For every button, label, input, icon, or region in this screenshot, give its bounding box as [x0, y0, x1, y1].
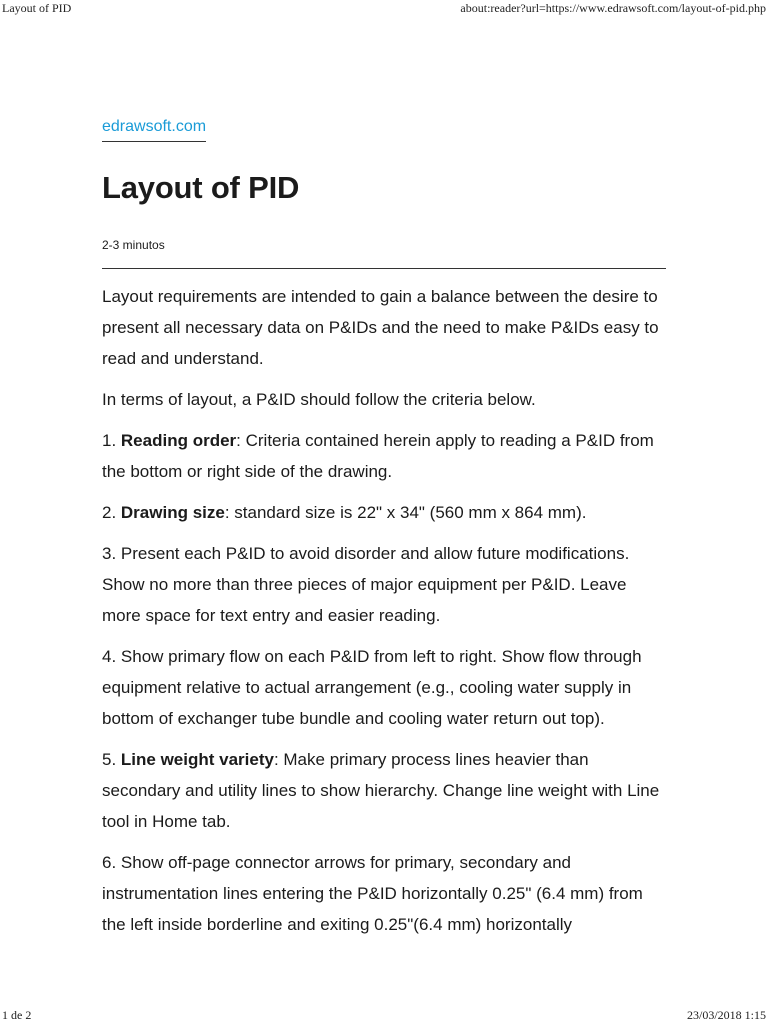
- item-label: Reading order: [120, 431, 237, 450]
- print-header-url: about:reader?url=https://www.edrawsoft.com/layout-of-pid.php: [460, 1, 766, 15]
- criteria-item: [102, 497, 666, 528]
- reading-time: 2-3 minutos: [102, 238, 165, 252]
- header-divider: [102, 268, 666, 269]
- item-text: Present each P&ID to avoid disorder and allow future modifications. Show no more than three pieces of major equipment per P&ID. Leave more space for text entry and easier reading.: [102, 544, 630, 625]
- criteria-item: [102, 641, 666, 734]
- print-header-title: Layout of PID: [2, 1, 72, 15]
- article-title: Layout of PID: [102, 170, 300, 205]
- item-text: : standard size is 22" x 34" (560 mm x 864 mm).: [224, 503, 587, 522]
- item-number: 2.: [102, 503, 121, 522]
- source-domain-link[interactable]: edrawsoft.com: [102, 118, 206, 142]
- criteria-item: [102, 847, 666, 940]
- item-label: Drawing size: [120, 503, 225, 522]
- item-number: 1.: [102, 431, 121, 450]
- item-text: : Criteria contained herein apply to reading a P&ID from the bottom or right side of the drawing.: [102, 431, 654, 481]
- article-content: [102, 281, 666, 950]
- item-text: : Make primary process lines heavier than secondary and utility lines to show hierarchy. Change line weight with Line tool in Home tab.: [102, 750, 660, 831]
- item-number: 3.: [102, 544, 121, 563]
- page-count: 1 de 2: [2, 1008, 32, 1022]
- item-number: 5.: [102, 750, 121, 769]
- item-text: Show primary flow on each P&ID from left to right. Show flow through equipment relative to actual arrangement (e.g., cooling water supply in bottom of exchanger tube bundle and cooling water return out top).: [102, 647, 642, 728]
- criteria-lead-paragraph: In terms of layout, a P&ID should follow the criteria below.: [102, 390, 536, 409]
- criteria-item: [102, 744, 666, 837]
- print-header: [0, 1, 768, 16]
- criteria-item: [102, 425, 666, 487]
- item-number: 6.: [102, 853, 121, 872]
- print-datetime: 23/03/2018 1:15: [686, 1008, 766, 1022]
- item-text: Show off-page connector arrows for primary, secondary and instrumentation lines entering the P&ID horizontally 0.25" (6.4 mm) from the left inside borderline and exiting 0.25"(6.4 mm) horizontally: [102, 853, 643, 934]
- intro-paragraph: Layout requirements are intended to gain a balance between the desire to present all necessary data on P&IDs and the need to make P&IDs easy to read and understand.: [102, 287, 659, 368]
- print-footer: [0, 1008, 768, 1023]
- criteria-item: [102, 538, 666, 631]
- item-label: Line weight variety: [120, 750, 274, 769]
- item-number: 4.: [102, 647, 121, 666]
